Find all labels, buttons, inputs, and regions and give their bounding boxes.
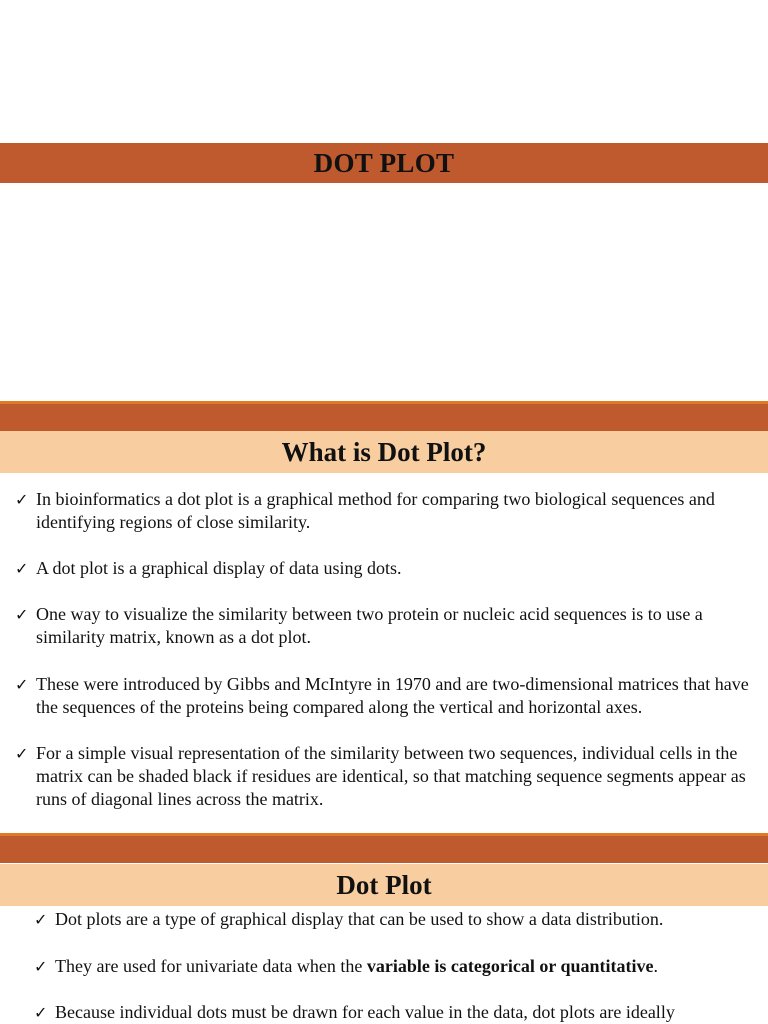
bullet-text: These were introduced by Gibbs and McIntyre in 1970 and are two-dimensional matrices that have the sequences of the proteins being compared along the vertical and horizontal axes. [36, 674, 749, 717]
check-icon: ✓ [15, 605, 29, 624]
slide1-title: DOT PLOT [313, 147, 455, 178]
slide1-title-band [0, 143, 768, 183]
slide2-top-band [0, 401, 768, 431]
bullet-text: For a simple visual representation of the similarity between two sequences, individual cells in the matrix can be shaded black if residues are identical, so that matching sequence segments appear as runs of diagonal lines across the matrix. [36, 743, 746, 809]
bullet-text: Because individual dots must be drawn for each value in the data, dot plots are ideally [55, 1002, 675, 1022]
check-icon: ✓ [34, 1003, 48, 1022]
list-item [15, 673, 757, 719]
bullet-text: One way to visualize the similarity between two protein or nucleic acid sequences is to use a similarity matrix, known as a dot plot. [36, 604, 703, 647]
bullet-text: In bioinformatics a dot plot is a graphical method for comparing two biological sequences and identifying regions of close similarity. [36, 489, 715, 532]
slide3-top-band [0, 833, 768, 863]
list-item [15, 603, 757, 649]
bullet-text: Dot plots are a type of graphical display that can be used to show a data distribution. [55, 909, 664, 929]
bullet-text [55, 955, 750, 978]
check-icon: ✓ [15, 675, 29, 694]
list-item [15, 557, 757, 580]
slide3-heading-band [0, 864, 768, 906]
list-item [15, 742, 757, 811]
check-icon: ✓ [15, 490, 29, 509]
check-icon: ✓ [15, 559, 29, 578]
slide3-heading: Dot Plot [336, 869, 432, 900]
check-icon: ✓ [15, 744, 29, 763]
slide2-heading: What is Dot Plot? [281, 436, 487, 467]
list-item [34, 955, 750, 978]
list-item [34, 1001, 750, 1024]
slide2-heading-band [0, 431, 768, 473]
bullet-text-start: They are used for univariate data when the [55, 956, 367, 976]
bullet-text-end: . [653, 956, 658, 976]
check-icon: ✓ [34, 910, 48, 929]
list-item [15, 488, 757, 534]
check-icon: ✓ [34, 957, 48, 976]
list-item [34, 908, 750, 931]
bullet-text-bold: variable is categorical or quantitative [366, 956, 654, 976]
bullet-text: A dot plot is a graphical display of data using dots. [36, 558, 402, 578]
